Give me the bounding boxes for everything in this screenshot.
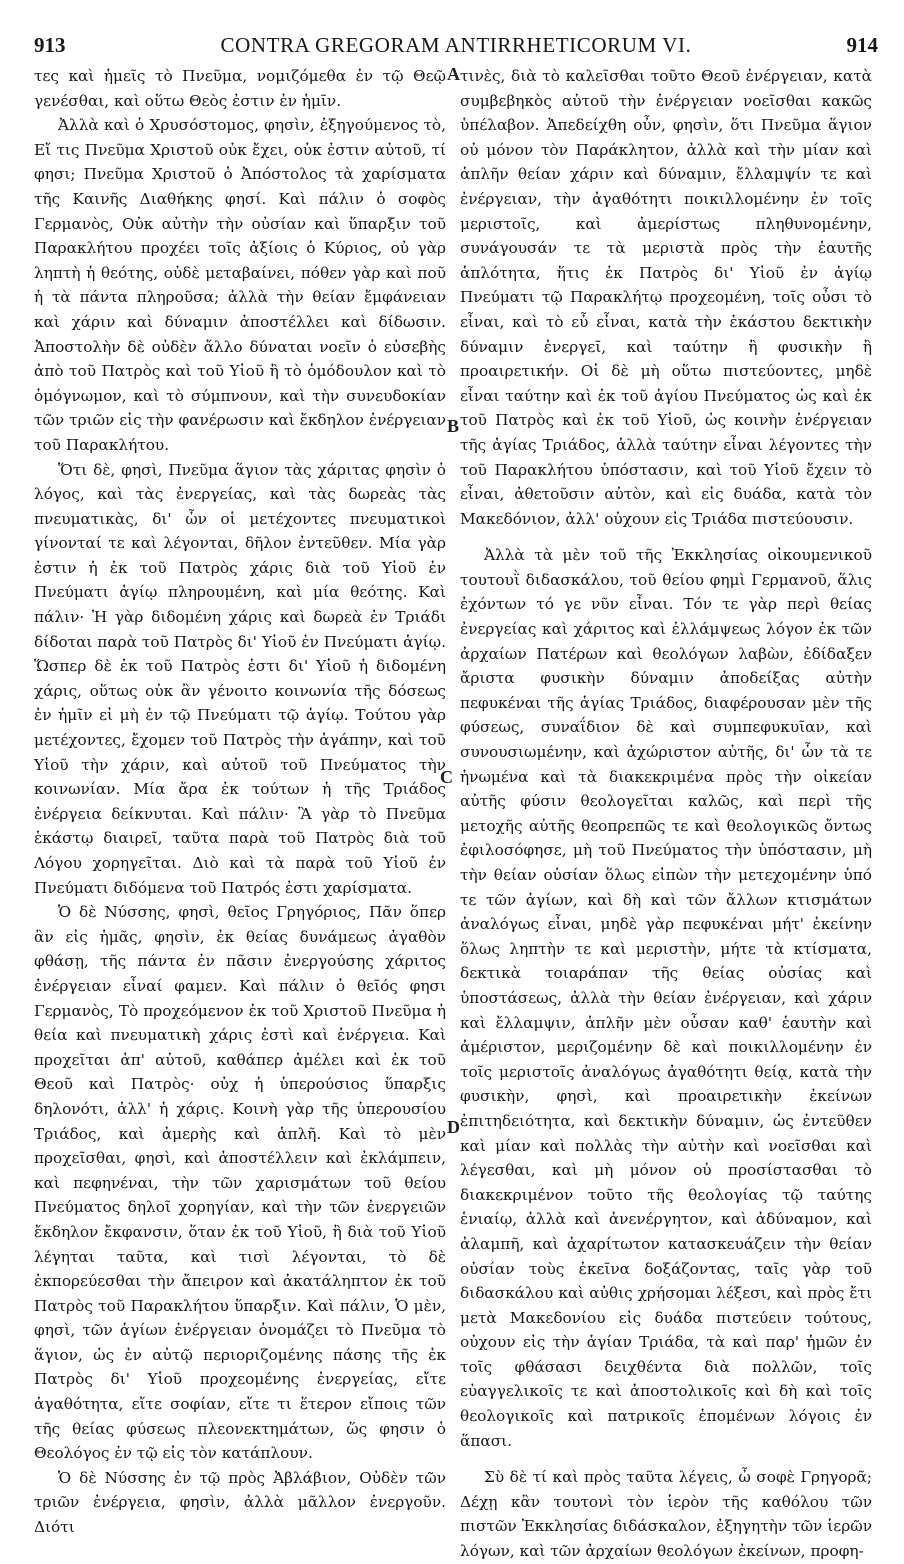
running-title: CONTRA GREGORAM ANTIRRHETICORUM VI. — [220, 33, 692, 57]
left-paragraph-1: τες καὶ ἡμεῖς τὸ Πνεῦμα, νομιζόμεθα ἐν τῷ Θεῷ γενέσθαι, καὶ οὕτω Θεὸς ἐστιν ἐν ἡμῖν. — [34, 67, 446, 110]
right-paragraph-1: τινὲς, διὰ τὸ καλεῖσθαι τοῦτο Θεοῦ ἐνέργειαν, κατὰ συμβεβηκὸς αὐτοῦ τὴν ἐνέργειαν νοεῖσθαι κακῶς ὑπέλαβον. Ἀπεδείχθη οὖν, φησὶν, ὅτι Πνεῦμα ἅγιον οὐ μόνον τὸν Παράκλητον, ἀλλὰ καὶ τὴν μίαν καὶ ἁπλῆν θείαν χάριν καὶ δύναμιν, ἔλλαμψίν τε καὶ ἐνέργειαν, τὴν ἀγαθότητι ποικιλλομένην ἐν τοῖς μεριστοῖς, καὶ ἀμερίστως πληθυνομένην, συνάγουσάν τε τὰ μεριστὰ πρὸς τὴν ἑαυτῆς ἁπλότητα, ἥτις ἐκ Πατρὸς δι' Υἱοῦ ἐν ἁγίῳ Πνεύματι τῷ Παρακλήτῳ προχεομένη, τοῖς οὖσι τὸ εἶναι, καὶ τὸ εὖ εἶναι, κατὰ τὴν ἑκάστου δεκτικὴν δύναμιν ἐνεργεῖ, καὶ ταύτην ἢ φυσικὴν ἢ προαιρετικήν. Οἱ δὲ μὴ οὕτω πιστεύοντες, μηδὲ εἶναι ταύτην καὶ ἐκ τοῦ ἁγίου Πνεύματος ὡς καὶ ἐκ τοῦ Πατρὸς καὶ ἐκ τοῦ Υἱοῦ, ὡς κοινὴν ἐνέργειαν τῆς ἁγίας Τριάδος, ἀλλὰ ταύτην εἶναι λέγοντες τὴν τοῦ Παρακλήτου ὑπόστασιν, καὶ τοῦ Υἱοῦ ἔχειν τὸ εἶναι, ἀθετοῦσιν αὐτὸν, καὶ εἰς δυάδα, κατὰ τὸν Μακεδόνιον, ἀλλ' οὐχουν εἰς Τριάδα πιστεύουσιν. — [460, 67, 872, 528]
paragraph-gap — [460, 1453, 872, 1465]
margin-letter-d: D — [447, 1117, 460, 1137]
margin-letter-b: B — [447, 416, 460, 436]
paragraph-gap — [460, 531, 872, 543]
left-column — [34, 64, 446, 1540]
left-paragraph-4: Ὁ δὲ Νύσσης, φησὶ, θεῖος Γρηγόριος, Πᾶν ὅπερ ἂν εἰς ἡμᾶς, φησὶν, ἐκ θείας δυνάμεως ἀγαθὸν φθάσῃ, τῆς πάντα ἐν πᾶσιν ἐνεργούσης χάριτος ἐνέργειαν εἶναί φαμεν. Καὶ πάλιν ὁ θεῖός φησι Γερμανὸς, Τὸ προχεόμενον ἐκ τοῦ Χριστοῦ Πνεῦμα ἡ θεία καὶ πνευματικὴ χάρις ἐστὶ καὶ ἐνέργεια. Καὶ προχεῖται ἀπ' αὐτοῦ, καθάπερ ἀμέλει καὶ ἐκ τοῦ Θεοῦ καὶ Πατρὸς· οὐχ ἡ ὑπερούσιος ὕπαρξις δηλονότι, ἀλλ' ἡ χάρις. Κοινὴ γὰρ τῆς ὑπερουσίου Τριάδος, καὶ ἀμερὴς καὶ ἁπλῆ. Καὶ τὸ μὲν προχεῖσθαι, φησὶ, καὶ ἀποστέλλειν καὶ ἐκλάμπειν, καὶ πεφηνέναι, τὴν τῶν χαρισμάτων τοῦ θείου Πνεύματος δηλοῖ χορηγίαν, καὶ τὴν τῶν ἐνεργειῶν ἔκδηλον ἔκφανσιν, ὅταν ἐκ τοῦ Υἱοῦ, ἢ διὰ τοῦ Υἱοῦ λέγηται ταῦτα, καὶ τισὶ λέγονται, τὸ δὲ ἐκπορεύεσθαι τὴν ἄπειρον καὶ ἀκατάληπτον ἐκ τοῦ Πατρὸς τοῦ Παρακλήτου ὕπαρξιν. Καὶ πάλιν, Ὁ μὲν, φησὶ, τῶν ἁγίων ἐνέργειαν ὀνομάζει τὸ Πνεῦμα τὸ ἅγιον, ὡς ἐν αὐτῷ περιοριζομένης πάσης τῆς ἐκ Πατρὸς δι' Υἱοῦ προχεομένης ἐνεργείας, εἴτε ἀγαθότητα, εἴτε σοφίαν, εἴτε τι ἕτερον εἴποις τῶν τῆς θείας φύσεως πλεονεκτημάτων, ὥς φησιν ὁ Θεολόγος ἐν τῷ εἰς τὸν κατάπλουν. — [34, 903, 446, 1463]
right-paragraph-3: Σὺ δὲ τί καὶ πρὸς ταῦτα λέγεις, ὦ σοφὲ Γρηγορᾶ; Δέχῃ κἂν τουτονὶ τὸν ἱερὸν τῆς καθόλου τῶν πιστῶν Ἐκκλησίας διδάσκαλον, ἐξηγητὴν τῶν ἱερῶν λόγων, καὶ τῶν ἀρχαίων θεολόγων ἐκείνων, προφη- — [460, 1468, 872, 1561]
page-number-right: 914 — [846, 33, 878, 57]
left-paragraph-3: Ὅτι δὲ, φησὶ, Πνεῦμα ἅγιον τὰς χάριτας φησὶν ὁ λόγος, καὶ τὰς ἐνεργείας, καὶ τὰς δωρεὰς τὰς πνευματικὰς, δι' ὧν οἱ μετέχοντες πνευματικοὶ γίνονταί τε καὶ λέγονται, δῆλον ἐντεῦθεν. Μία γὰρ ἐστιν ἡ ἐκ τοῦ Πατρὸς χάρις διὰ τοῦ Υἱοῦ ἐν Πνεύματι ἁγίῳ πληρουμένη, καὶ μία θεότης. Καὶ πάλιν· Ἡ γὰρ διδομένη χάρις καὶ δωρεὰ ἐν Τριάδι δίδοται παρὰ τοῦ Πατρὸς δι' Υἱοῦ ἐν Πνεύματι ἁγίῳ. Ὥσπερ δὲ ἐκ τοῦ Πατρὸς ἐστι δι' Υἱοῦ ἡ διδομένη χάρις, οὕτως οὐκ ἂν γένοιτο κοινωνία τῆς δόσεως ἐν ἡμῖν εἰ μὴ ἐν τῷ Πνεύματι τῷ ἁγίῳ. Τούτου γὰρ μετέχοντες, ἔχομεν τοῦ Πατρὸς τὴν ἀγάπην, καὶ τοῦ Υἱοῦ τὴν χάριν, καὶ αὐτοῦ τοῦ Πνεύματος τὴν κοινωνίαν. Μία ἄρα ἐκ τούτων ἡ τῆς Τριάδος ἐνέργεια δείκνυται. Καὶ πάλιν· Ἃ γὰρ τὸ Πνεῦμα ἑκάστῳ διαιρεῖ, ταῦτα παρὰ τοῦ Πατρὸς διὰ τοῦ Λόγου χορηγεῖται. Διὸ καὶ τὰ παρὰ τοῦ Υἱοῦ ἐν Πνεύματι διδόμενα τοῦ Πατρός ἐστι χαρίσματα. — [34, 460, 446, 897]
page-header — [34, 33, 878, 61]
left-paragraph-2: Ἀλλὰ καὶ ὁ Χρυσόστομος, φησὶν, ἐξηγούμενος τὸ, Εἴ τις Πνεῦμα Χριστοῦ οὐκ ἔχει, οὐκ ἐστιν αὐτοῦ, τί φησι; Πνεῦμα Χριστοῦ ὁ Ἀπόστολος τὰ χαρίσματα τῆς Καινῆς Διαθήκης φησί. Καὶ πάλιν ὁ σοφὸς Γερμανὸς, Οὐκ αὐτὴν τὴν οὐσίαν καὶ ὕπαρξιν τοῦ Παρακλήτου προχέει τοῖς ἀξίοις ὁ Κύριος, οὐ γὰρ ληπτὴ ἡ θεότης, οὐδὲ μεταβαίνει, πόθεν γὰρ καὶ ποῦ ἡ τὰ πάντα πληροῦσα; ἀλλὰ τὴν θείαν ἔμφάνειαν καὶ χάριν καὶ δύναμιν ἀποστέλλει καὶ δίδωσιν. Ἀποστολὴν δὲ οὐδὲν ἄλλο δύναται νοεῖν ὁ εὐσεβὴς ἀπὸ τοῦ Πατρὸς καὶ τοῦ Υἱοῦ ἢ τὸ ὁμόδουλον καὶ τὸ ὁμόγνωμον, καὶ τὸ σύμπνουν, καὶ τὴν συνευδοκίαν τῶν τριῶν εἰς τὴν φανέρωσιν καὶ ἔκδηλον ἐνέργειαν τοῦ Παρακλήτου. — [34, 116, 446, 454]
right-column — [460, 64, 872, 1564]
left-paragraph-5: Ὁ δὲ Νύσσης ἐν τῷ πρὸς Ἀβλάβιον, Οὐδὲν τῶν τριῶν ἐνέργεια, φησὶν, ἀλλὰ μᾶλλον ἐνεργοῦν. Διότι — [34, 1468, 446, 1537]
margin-letter-c: C — [440, 767, 453, 787]
right-paragraph-2: Ἀλλὰ τὰ μὲν τοῦ τῆς Ἐκκλησίας οἰκουμενικοῦ τουτουῒ διδασκάλου, τοῦ θείου φημὶ Γερμανοῦ, ἅλις ἐχόντων τό γε νῦν εἶναι. Τόν τε γὰρ περὶ θείας ἐνεργείας καὶ χάριτος καὶ ἐλλάμψεως λόγον ἐκ τῶν ἀρχαίων Πατέρων καὶ θεολόγων λαβὼν, ἐδίδαξεν ἄριστα φυσικὴν δύναμιν ἀποδείξας αὐτὴν πεφυκέναι τῆς ἁγίας Τριάδος, διαφέρουσαν μὲν τῆς φύσεως, συναΐδιον δὲ καὶ συμπεφυκυῖαν, καὶ συνουσιωμένην, καὶ ἀχώριστον αὐτῆς, δι' ὧν τὰ τε ἡνωμένα καὶ τὰ διακεκριμένα πρὸς τὴν οἰκείαν αὐτῆς φύσιν θεολογεῖται καλῶς, καὶ περὶ τῆς μετοχῆς αὐτῆς θεοπρεπῶς τε καὶ θεολογικῶς ὄντως ἐφιλοσόφησε, μὴ τοῦ Πνεύματος τὴν ὑπόστασιν, μὴ τὴν θείαν οὐσίαν ὅλως εἰπὼν τὴν μετεχομένην ὑπό τε τῶν ἁγίων, καὶ δὴ καὶ τῶν ἄλλων κτισμάτων ἀναλόγως εἶναι, μηδὲ γὰρ πεφυκέναι μήτ' ἐκείνην ὅλως ληπτὴν τε καὶ μεριστὴν, μήτε τὰ κτίσματα, δεκτικὰ τοιαράπαν τῆς θείας οὐσίας καὶ ὑποστάσεως, ἀλλὰ τὴν θείαν ἐνέργειαν, καὶ χάριν καὶ ἔλλαμψιν, ἁπλῆν μὲν οὖσαν καθ' ἑαυτὴν καὶ ἀμέριστον, μεριζομένην δὲ καὶ ποικιλλομένην ἐν τοῖς μεριστοῖς ἀναλόγως ἀγαθότητι θείᾳ, κατὰ τὴν φυσικὴν, φησὶ, καὶ προαιρετικὴν ἐκείνων ἐπιτηδειότητα, καὶ δεκτικὴν δύναμιν, ὡς ἐντεῦθεν καὶ μίαν καὶ πολλὰς τὴν αὐτὴν καὶ νοεῖσθαι καὶ λέγεσθαι, καὶ μὴ μόνον οὐ προσίστασθαι τὸ διακεκριμένον τοῦτο τῆς θεολογίας τῷ ταύτης ἑνιαίῳ, ἀλλὰ καὶ ἀνενέργητον, καὶ ἀδύναμον, καὶ ἀλαμπῆ, καὶ ἀχαρίτωτον κατασκευάζειν τὴν θείαν οὐσίαν τοὺς ἐκεῖνα δοξάζοντας, ταῖς γὰρ τοῦ διδασκάλου καὶ αὐθις χρήσομαι λέξεσι, καὶ πρὸς ἔτι μετὰ Μακεδονίου εἰς δυάδα πιστεύειν τούτους, οὐχουν εἰς τὴν ἁγίαν Τριάδα, τὰ καὶ παρ' ἡμῶν ἐν τοῖς φθάσασι δειχθέντα διὰ πολλῶν, τοῖς εὐαγγελικοῖς τε καὶ ἀποστολικοῖς καὶ δὴ καὶ τοῖς θεολογικοῖς καὶ πατρικοῖς ἑπομένων λόγοις ἐν ἅπασι. — [460, 546, 872, 1450]
page-number-left: 913 — [34, 33, 66, 57]
margin-letter-a: A — [447, 64, 460, 84]
